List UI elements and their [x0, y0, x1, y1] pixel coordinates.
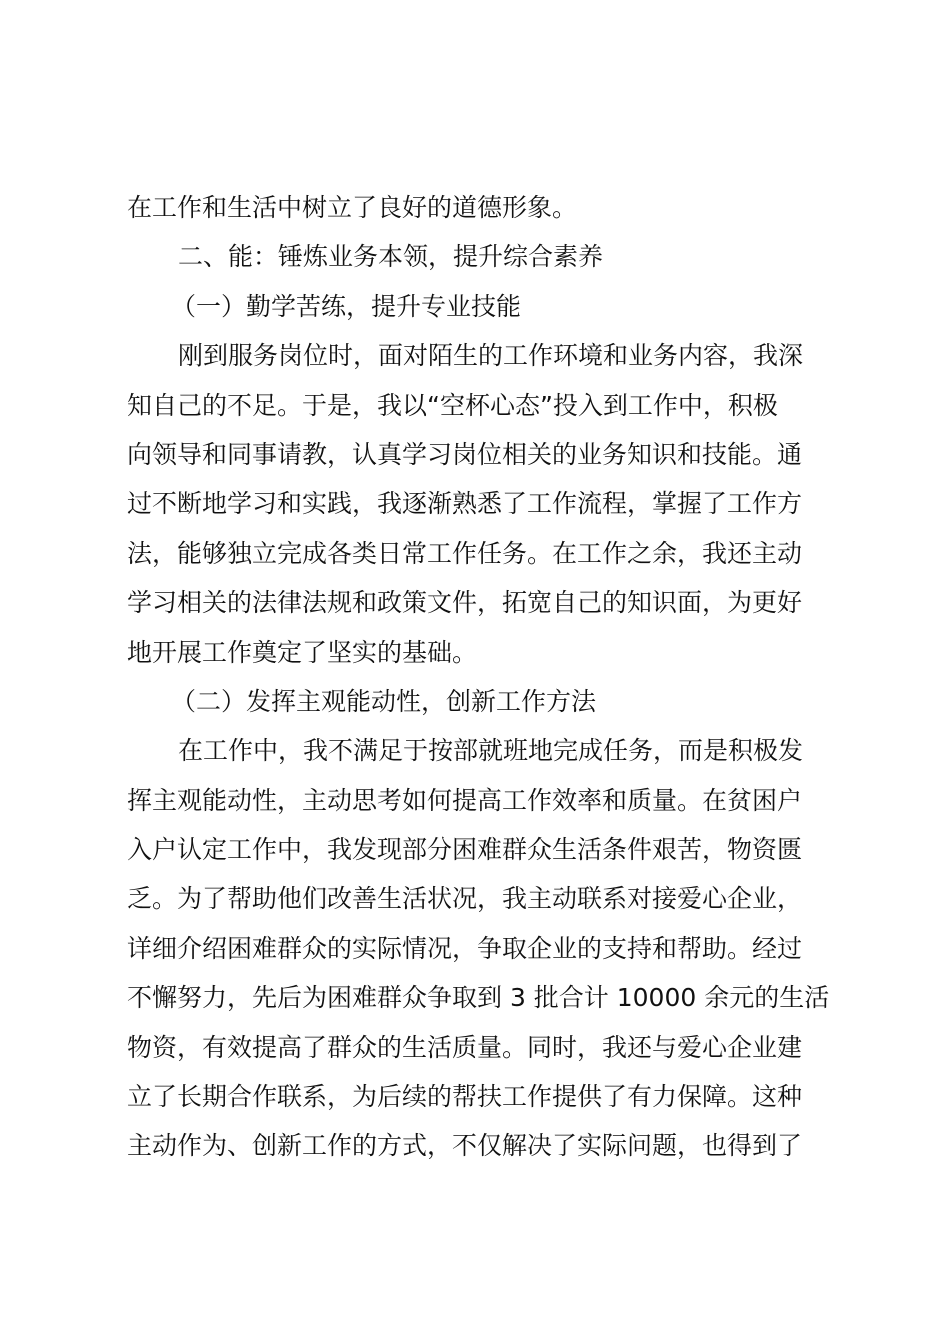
paragraph-line: 主动作为、创新工作的方式，不仅解决了实际问题，也得到了 — [127, 1131, 803, 1161]
paragraph-line: 刚到服务岗位时，面对陌生的工作环境和业务内容，我深 — [178, 341, 804, 371]
paragraph-line: 在工作中，我不满足于按部就班地完成任务，而是积极发 — [178, 736, 804, 766]
paragraph-line: 物资，有效提高了群众的生活质量。同时，我还与爱心企业建 — [127, 1032, 803, 1062]
paragraph-line: 知自己的不足。于是，我以“空杯心态”投入到工作中，积极 — [127, 390, 778, 420]
subsection-heading: （一）勤学苦练，提升专业技能 — [171, 291, 522, 321]
paragraph-line: 挥主观能动性，主动思考如何提高工作效率和质量。在贫困户 — [127, 785, 803, 815]
paragraph-line: 过不断地学习和实践，我逐渐熟悉了工作流程，掌握了工作方 — [127, 489, 803, 519]
paragraph-line: 在工作和生活中树立了良好的道德形象。 — [127, 193, 578, 222]
paragraph-line: 学习相关的法律法规和政策文件，拓宽自己的知识面，为更好 — [127, 588, 803, 618]
paragraph-line: 向领导和同事请教，认真学习岗位相关的业务知识和技能。通 — [127, 439, 803, 469]
paragraph-line: 入户认定工作中，我发现部分困难群众生活条件艰苦，物资匮 — [127, 835, 803, 865]
paragraph-line: 乏。为了帮助他们改善生活状况，我主动联系对接爱心企业， — [127, 884, 803, 914]
paragraph-line: 地开展工作奠定了坚实的基础。 — [127, 637, 478, 667]
subsection-heading: （二）发挥主观能动性，创新工作方法 — [171, 686, 597, 716]
paragraph-line: 立了长期合作联系，为后续的帮扶工作提供了有力保障。这种 — [127, 1082, 803, 1112]
document-body — [127, 183, 837, 1171]
section-heading: 二、能：锤炼业务本领，提升综合素养 — [178, 242, 604, 272]
paragraph-line: 法，能够独立完成各类日常工作任务。在工作之余，我还主动 — [127, 538, 803, 568]
paragraph-line: 不懈努力，先后为困难群众争取到 3 批合计 10000 余元的生活 — [127, 983, 830, 1013]
paragraph-line: 详细介绍困难群众的实际情况，争取企业的支持和帮助。经过 — [127, 933, 803, 963]
